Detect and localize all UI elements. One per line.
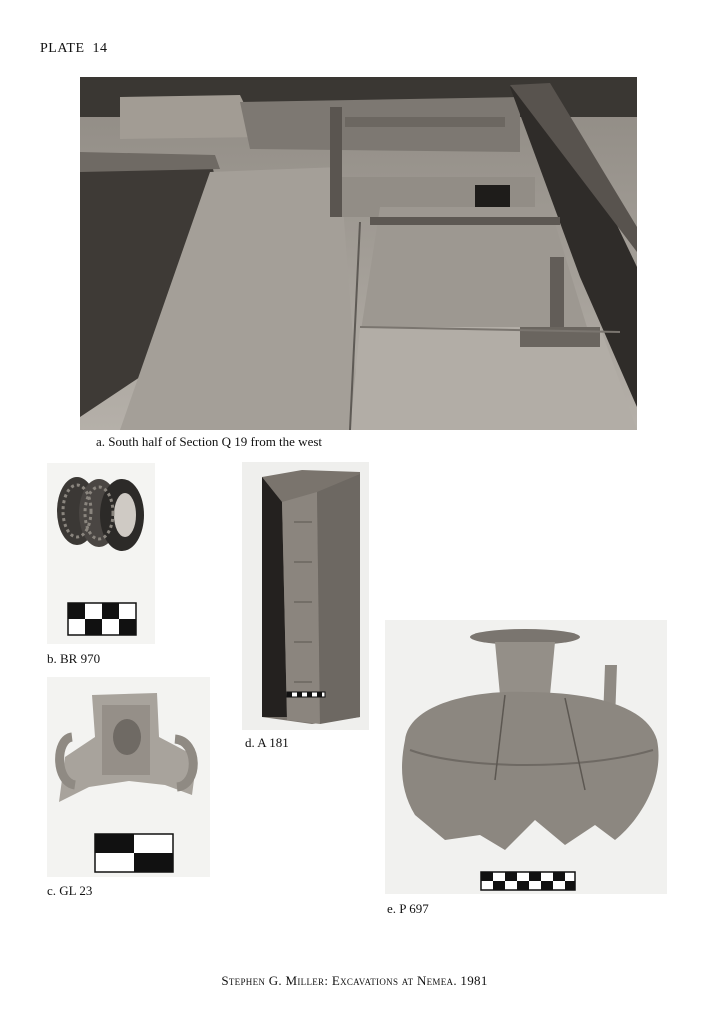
figure-e-photo: [385, 620, 667, 894]
scale-bar: [68, 603, 136, 635]
scale-bar: [481, 872, 575, 890]
bronze-ring-object: [57, 477, 144, 551]
figure-c-caption: c. GL 23: [47, 883, 93, 898]
figure-a-photo: [80, 77, 637, 430]
plate-header: [40, 41, 108, 57]
glass-vessel-fragment: [59, 693, 197, 802]
figure-b-caption: b. BR 970: [47, 651, 101, 666]
figure-b-photo: [47, 463, 155, 644]
figure-a-caption: a. South half of Section Q 19 from the west: [96, 434, 323, 449]
stone-block-object: [262, 470, 360, 724]
scale-bar: [287, 692, 325, 697]
scale-bar: [95, 834, 173, 872]
ceramic-vessel-object: [402, 629, 659, 850]
plate-label: PLATE: [40, 41, 85, 56]
figure-c-photo: [47, 677, 210, 877]
plate-number: 14: [92, 41, 108, 56]
figure-e-caption: e. P 697: [387, 901, 429, 916]
figure-d-caption: d. A 181: [245, 735, 289, 750]
page-footer: Stephen G. Miller: Excavations at Nemea. 1981: [221, 973, 488, 988]
figure-d-photo: [242, 462, 369, 730]
